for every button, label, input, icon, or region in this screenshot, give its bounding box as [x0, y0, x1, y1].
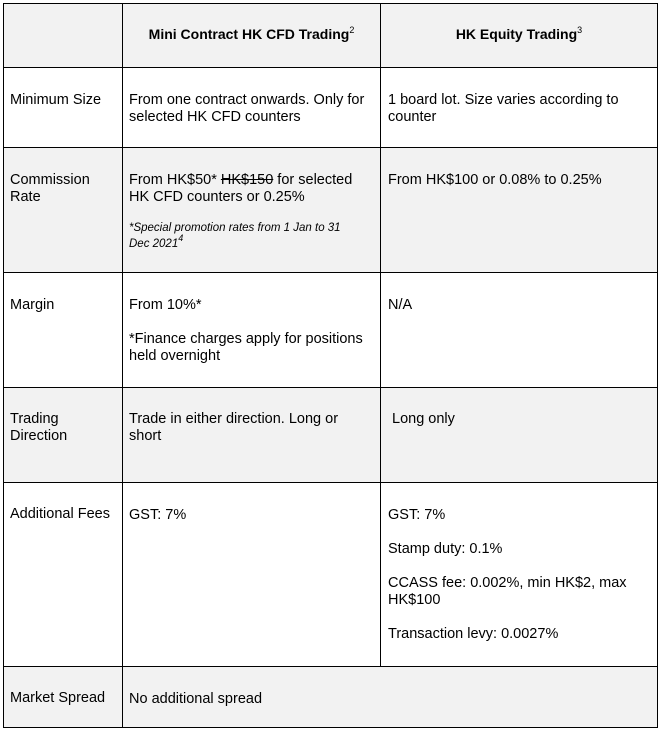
header-cfd-trading: Mini Contract HK CFD Trading$^2$: [148, 25, 355, 42]
row-divider: [4, 67, 657, 68]
equity-commission-rate: From HK$100 or 0.08% to 0.25%: [388, 172, 602, 188]
cfd-margin: From 10%* *Finance charges apply for positions held overnight: [129, 297, 363, 364]
label-additional-fees: Additional Fees: [10, 506, 110, 522]
row-divider: [4, 272, 657, 273]
row-divider: [4, 482, 657, 483]
label-margin: Margin: [10, 297, 55, 313]
header-equity-trading: HK Equity Trading$^3$: [455, 25, 583, 42]
label-market-spread: Market Spread: [10, 690, 106, 706]
row-divider: [4, 147, 657, 148]
equity-minimum-size: 1 board lot. Size varies according to counter: [388, 92, 619, 125]
market-spread-value: No additional spread: [129, 691, 263, 707]
promotion-note: *Special promotion rates from 1 Jan to 31 Dec 2021$^4$: [129, 222, 341, 250]
equity-margin: N/A: [388, 297, 413, 313]
cfd-additional-fees: GST: 7%: [129, 507, 187, 523]
row-divider: [4, 666, 657, 667]
comparison-table: [3, 3, 658, 728]
row-divider: [4, 387, 657, 388]
column-divider: [122, 4, 123, 727]
column-divider: [380, 4, 381, 667]
equity-trading-direction: Long only: [392, 411, 455, 427]
cfd-commission-rate: From HK$50* HK$150 for selected HK CFD counters or 0.25% *Special promotion rates from 1 Jan to 31 Dec 2021$^4$: [129, 172, 369, 252]
cfd-trading-direction: Trade in either direction. Long or short: [129, 411, 339, 444]
struck-price: HK$150: [220, 172, 274, 188]
label-minimum-size: Minimum Size: [10, 92, 102, 108]
label-commission-rate: Commission Rate: [10, 172, 90, 205]
cfd-minimum-size: From one contract onwards. Only for selected HK CFD counters: [129, 92, 365, 125]
equity-additional-fees: GST: 7% Stamp duty: 0.1% CCASS fee: 0.002%, min HK$2, max HK$100 Transaction levy: 0.0027%: [388, 507, 627, 642]
label-trading-direction: Trading Direction: [10, 411, 68, 444]
